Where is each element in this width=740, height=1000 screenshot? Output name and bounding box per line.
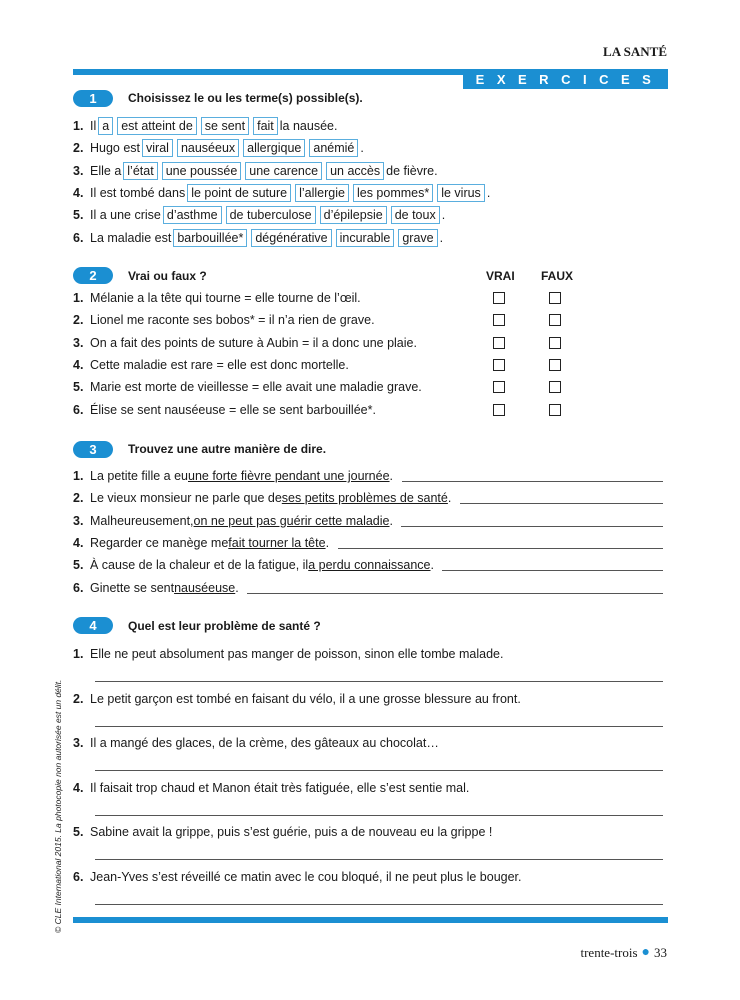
answer-line[interactable] [95,770,663,771]
exercise-1-badge: 1 [73,90,113,107]
item-suffix: . [235,580,239,595]
situation-text: Il faisait trop chaud et Manon était très fatiguée, elle s’est sentie mal. [90,780,470,795]
item-prefix: La petite fille a eu [90,469,188,483]
situation-text: Jean-Yves s’est réveillé ce matin avec le cou bloqué, il ne peut plus le bouger. [90,870,522,884]
item-number: 3. [73,163,84,178]
ex3-item [73,533,329,553]
exercise-3-instruction: Trouvez une autre manière de dire. [128,442,327,456]
answer-line[interactable] [402,481,663,482]
answer-line[interactable] [95,859,663,860]
ex2-item [73,355,349,375]
item-number: 5. [73,380,84,395]
answer-line[interactable] [442,570,663,571]
underlined-phrase: une forte fièvre pendant une journée [188,469,390,483]
bullet-icon: ● [641,945,650,960]
item-prefix: Elle a [90,163,122,178]
choice-option[interactable]: dégénérative [251,229,331,247]
answer-line[interactable] [247,593,663,594]
situation-text: Le petit garçon est tombé en faisant du vélo, il a une grosse blessure au front. [90,691,521,706]
answer-line[interactable] [95,815,663,816]
item-number: 5. [73,208,84,223]
situation-text: Il a mangé des glaces, de la crème, des gâteaux au chocolat… [90,736,439,751]
column-vrai: VRAI [486,269,515,283]
ex1-item [73,116,337,136]
exercise-2-badge: 2 [73,267,113,284]
choice-option[interactable]: les pommes* [353,184,433,202]
ex2-item [73,288,361,308]
item-number: 4. [73,780,84,795]
ex3-item [73,488,451,508]
page-word: trente-trois [580,945,638,960]
item-number: 5. [73,558,84,573]
item-suffix: . [389,469,394,483]
item-number: 2. [73,491,84,506]
vrai-checkbox[interactable] [493,359,505,371]
exercise-2-instruction: Vrai ou faux ? [128,269,207,283]
item-number: 3. [73,736,84,751]
item-number: 3. [73,335,84,350]
choice-option[interactable]: grave [398,229,437,247]
item-number: 2. [73,141,84,156]
choice-option[interactable]: d’épilepsie [320,206,387,224]
ex4-item [73,778,469,798]
underlined-phrase: fait tourner la tête [228,535,326,550]
copyright-notice: © CLE International 2015. La photocopie non autorisée est un délit. [53,679,63,933]
item-prefix: Le vieux monsieur ne parle que de [90,491,282,506]
item-prefix: À cause de la chaleur et de la fatigue, il [90,558,309,573]
choice-option[interactable]: de toux [391,206,440,224]
item-number: 4. [73,185,84,200]
ex3-item [73,511,393,531]
vrai-checkbox[interactable] [493,292,505,304]
statement-text: Élise se sent nauséeuse = elle se sent barbouillée*. [90,402,376,417]
page-footer [580,945,667,961]
item-number: 6. [73,402,84,417]
ex1-item [73,138,364,158]
ex4-item [73,867,522,887]
choice-option[interactable]: une carence [245,162,322,180]
item-suffix: . [360,141,364,156]
exercise-1-instruction: Choisissez le ou les terme(s) possible(s). [128,91,363,105]
ex3-item [73,555,434,575]
ex2-item [73,310,375,330]
faux-checkbox[interactable] [549,314,561,326]
item-prefix: Malheureusement, [90,513,194,528]
ex1-item [73,228,443,248]
vrai-checkbox[interactable] [493,404,505,416]
footer-rule [73,917,668,923]
choice-option[interactable]: barbouillée* [173,229,247,247]
item-number: 4. [73,535,84,550]
answer-line[interactable] [401,526,663,527]
item-prefix: Regarder ce manège me [90,535,229,550]
statement-text: On a fait des points de suture à Aubin = il a donc une plaie. [90,335,417,350]
ex4-item [73,644,503,664]
item-number: 6. [73,230,84,245]
choice-option[interactable]: un accès [326,162,384,180]
item-prefix: Ginette se sent [90,580,175,595]
vrai-checkbox[interactable] [493,381,505,393]
statement-text: Lionel me raconte ses bobos* = il n’a rien de grave. [90,313,375,328]
item-suffix: . [389,513,393,528]
ex4-item [73,822,492,842]
faux-checkbox[interactable] [549,292,561,304]
choice-option[interactable]: le point de suture [187,184,291,202]
faux-checkbox[interactable] [549,404,561,416]
running-title: LA SANTÉ [603,44,667,59]
choice-option[interactable]: est atteint de [117,117,197,135]
situation-text: Elle ne peut absolument pas manger de poisson, sinon elle tombe malade. [90,647,504,661]
ex3-item [73,578,239,598]
ex2-item [73,377,422,397]
ex1-item [73,183,490,203]
choice-option[interactable]: de tuberculose [226,206,316,224]
exercise-4-instruction: Quel est leur problème de santé ? [128,619,321,633]
faux-checkbox[interactable] [549,381,561,393]
choice-option[interactable]: anémié [309,139,358,157]
choice-option[interactable]: le virus [437,184,485,202]
underlined-phrase: on ne peut pas guérir cette maladie [193,513,390,528]
item-suffix: . [447,491,452,506]
ex4-item [73,733,439,753]
vrai-checkbox[interactable] [493,314,505,326]
vrai-checkbox[interactable] [493,337,505,349]
statement-text: Mélanie a la tête qui tourne = elle tourne de l’œil. [90,291,361,305]
item-number: 6. [73,870,84,884]
item-suffix: . [325,535,330,550]
answer-line[interactable] [460,503,663,504]
choice-option[interactable]: viral [142,139,173,157]
answer-line[interactable] [95,681,663,682]
choice-option[interactable]: l’allergie [295,184,349,202]
choice-option[interactable]: une poussée [162,162,242,180]
item-suffix: la nausée. [279,119,338,133]
underlined-phrase: nauséeuse [174,580,236,595]
item-prefix: Il est tombé dans [90,185,186,200]
item-suffix: . [439,230,444,245]
statement-text: Cette maladie est rare = elle est donc mortelle. [90,357,349,372]
item-prefix: La maladie est [90,230,172,245]
answer-line[interactable] [95,726,663,727]
ex1-item [73,161,438,181]
choice-option[interactable]: a [98,117,113,135]
item-suffix: . [441,208,446,223]
ex3-item [73,466,393,486]
choice-option[interactable]: allergique [243,139,305,157]
situation-text: Sabine avait la grippe, puis s’est guérie, puis a de nouveau eu la grippe ! [90,825,493,840]
underlined-phrase: a perdu connaissance [308,558,431,573]
statement-text: Marie est morte de vieillesse = elle avait une maladie grave. [90,380,422,395]
column-faux: FAUX [541,269,574,283]
choice-option[interactable]: se sent [201,117,249,135]
choice-option[interactable]: nauséeux [177,139,239,157]
item-number: 4. [73,357,84,372]
item-number: 3. [73,513,84,528]
item-number: 2. [73,691,84,706]
ex1-item [73,205,445,225]
item-number: 6. [73,580,84,595]
choice-option[interactable]: l’état [123,162,157,180]
item-suffix: . [430,558,434,573]
item-prefix: Il [90,119,97,133]
item-number: 5. [73,825,84,840]
choice-option[interactable]: d’asthme [163,206,222,224]
underlined-phrase: ses petits problèmes de santé [281,491,448,506]
item-prefix: Hugo est [90,141,141,156]
choice-option[interactable]: fait [253,117,278,135]
item-number: 1. [73,469,84,483]
item-number: 1. [73,119,84,133]
item-number: 1. [73,647,84,661]
choice-option[interactable]: incurable [336,229,395,247]
exercise-3-badge: 3 [73,441,113,458]
ex4-item [73,689,521,709]
page-number: 33 [654,945,667,960]
ex2-item [73,333,417,353]
exercise-4-badge: 4 [73,617,113,634]
faux-checkbox[interactable] [549,359,561,371]
answer-line[interactable] [338,548,663,549]
answer-line[interactable] [95,904,663,905]
faux-checkbox[interactable] [549,337,561,349]
item-prefix: Il a une crise [90,208,161,223]
item-suffix: de fièvre. [386,163,438,178]
item-number: 2. [73,313,84,328]
exercises-banner: EXERCICES [463,69,668,89]
ex2-item [73,400,376,420]
item-number: 1. [73,291,84,305]
item-suffix: . [486,185,491,200]
